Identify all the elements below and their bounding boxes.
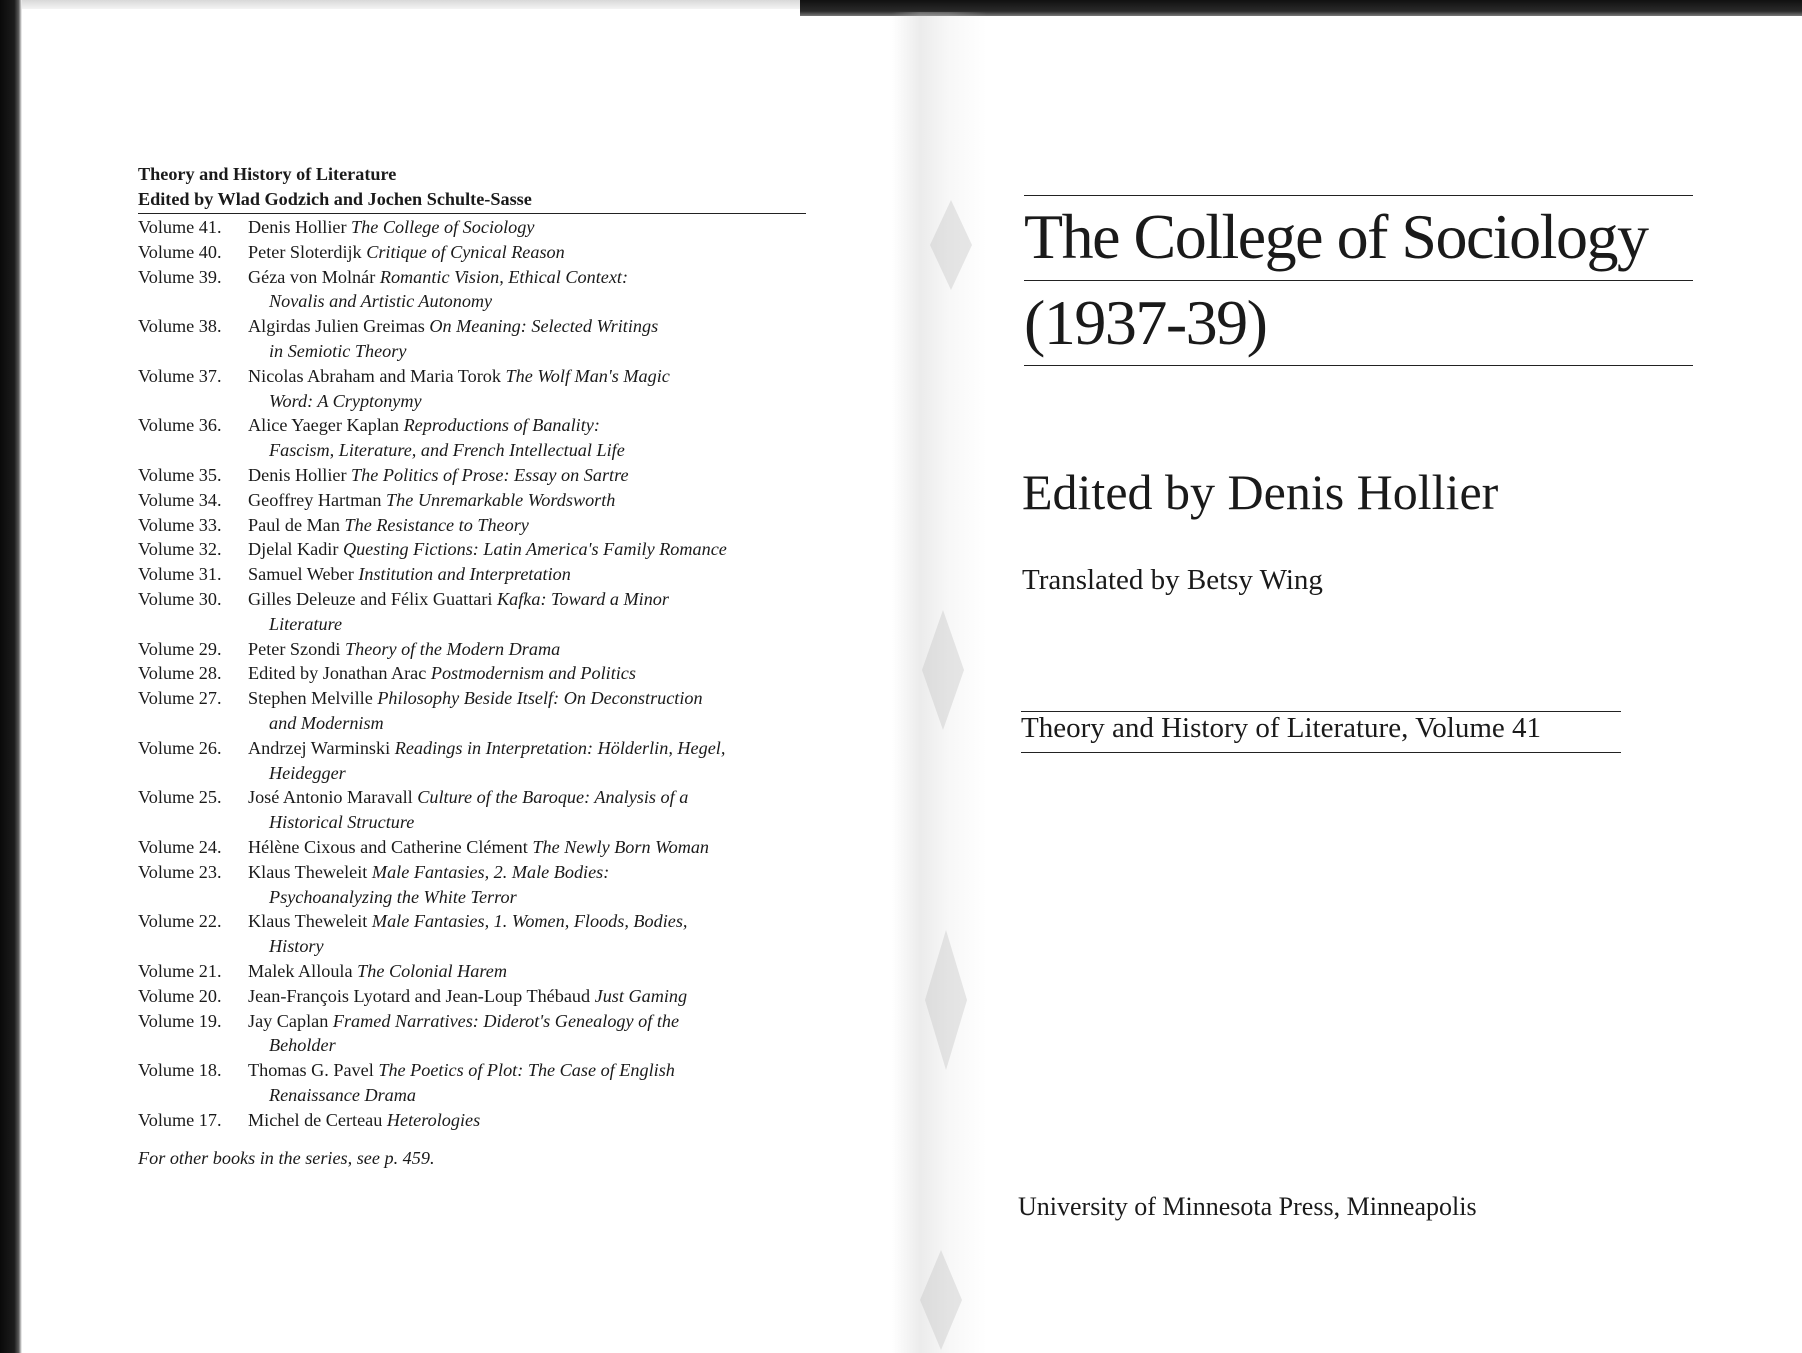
volume-title: The Poetics of Plot: The Case of English [378,1060,675,1081]
volume-description [248,959,808,984]
volume-author: Geoffrey Hartman [248,489,382,510]
volume-author: Edited by Jonathan Arac [248,663,427,684]
series-rule-bottom [1021,752,1621,753]
volume-description [248,488,808,513]
volume-description [248,686,808,736]
volume-description [248,215,808,240]
volume-description [248,1009,808,1059]
volume-entry [138,661,808,686]
volume-author: Nicolas Abraham and Maria Torok [248,365,501,386]
volume-description [248,835,808,860]
title-rule-top [1024,195,1693,196]
volume-description [248,314,808,364]
title-rule-bottom [1024,365,1693,366]
volume-description [248,785,808,835]
volume-number: Volume 34. [138,489,222,510]
volume-title: The College of Sociology [351,217,535,237]
volume-number: Volume 20. [138,985,222,1006]
volume-title-continuation: Novalis and Artistic Autonomy [269,291,493,312]
volume-title: Just Gaming [594,985,688,1006]
volume-number: Volume 27. [138,688,222,709]
volume-title: The Unremarkable Wordsworth [386,489,616,510]
volume-description [248,1108,808,1133]
volume-description [248,265,808,315]
volume-description [248,413,808,463]
book-years: (1937-39) [1024,287,1267,358]
volume-number: Volume 23. [138,861,222,882]
editor-credit: Edited by Denis Hollier [1022,464,1499,520]
volume-title-continuation: Literature [269,613,343,634]
volume-number: Volume 24. [138,836,222,857]
volume-author: Gilles Deleuze and Félix Guattari [248,588,493,609]
other-books-note: For other books in the series, see p. 459. [138,1148,435,1169]
volume-title-continuation: Word: A Cryptonymy [269,390,422,411]
volume-entry [138,736,808,786]
volume-author: Thomas G. Pavel [248,1060,374,1081]
volume-author: Algirdas Julien Greimas [248,316,425,337]
title-rule-middle [1024,280,1693,281]
volume-author: Jean-François Lyotard and Jean-Loup Thébaud [248,985,591,1006]
series-header [138,162,808,212]
volume-author: Samuel Weber [248,564,354,585]
volume-description [248,1058,808,1108]
volume-title-continuation: Psychoanalyzing the White Terror [269,886,517,907]
volume-title: The Wolf Man's Magic [505,365,670,386]
volume-entry [138,1058,808,1108]
scan-edge-left [0,0,22,1353]
volume-title: Philosophy Beside Itself: On Deconstruction [377,688,703,709]
volume-number: Volume 39. [138,266,222,287]
volume-list [138,215,808,1132]
volume-title-continuation: in Semiotic Theory [269,340,407,361]
volume-description [248,240,808,265]
volume-description [248,736,808,786]
volume-number: Volume 31. [138,564,222,585]
volume-description [248,364,808,414]
volume-number: Volume 28. [138,663,222,684]
volume-entry [138,215,808,240]
volume-number: Volume 38. [138,316,222,337]
volume-author: José Antonio Maravall [248,787,413,808]
volume-title: On Meaning: Selected Writings [429,316,659,337]
volume-title: The Politics of Prose: Essay on Sartre [351,464,629,485]
volume-entry [138,637,808,662]
volume-description [248,984,808,1009]
volume-number: Volume 36. [138,415,222,436]
series-list-page [138,162,808,1171]
volume-author: Alice Yaeger Kaplan [248,415,400,436]
volume-title: Romantic Vision, Ethical Context: [379,266,629,287]
volume-entry [138,686,808,736]
volume-title: Culture of the Baroque: Analysis of a [417,787,689,808]
publisher-imprint: University of Minnesota Press, Minneapolis [1018,1192,1477,1221]
volume-entry [138,513,808,538]
volume-title: Questing Fictions: Latin America's Family Romance [342,539,727,560]
volume-author: Djelal Kadir [248,539,339,560]
volume-entry [138,860,808,910]
volume-author: Michel de Certeau [248,1109,383,1130]
volume-entry [138,785,808,835]
series-editors: Edited by Wlad Godzich and Jochen Schulte-Sasse [138,189,532,209]
volume-number: Volume 22. [138,911,222,932]
volume-author: Klaus Theweleit [248,911,368,932]
volume-description [248,909,808,959]
volume-number: Volume 17. [138,1109,222,1130]
volume-description [248,513,808,538]
volume-entry [138,488,808,513]
volume-entry [138,314,808,364]
volume-title: Male Fantasies, 1. Women, Floods, Bodies, [371,911,688,932]
volume-author: Hélène Cixous and Catherine Clément [248,836,528,857]
volume-author: Paul de Man [248,514,340,535]
volume-title-continuation: History [269,936,324,957]
volume-entry [138,537,808,562]
series-title: Theory and History of Literature [138,164,397,184]
volume-title: Male Fantasies, 2. Male Bodies: [371,861,610,882]
series-divider [138,213,806,214]
volume-number: Volume 37. [138,365,222,386]
volume-author: Géza von Molnár [248,266,376,287]
volume-entry [138,364,808,414]
volume-author: Peter Szondi [248,638,341,659]
volume-number: Volume 41. [138,217,222,237]
volume-title-continuation: Historical Structure [269,812,415,833]
volume-number: Volume 33. [138,514,222,535]
volume-description [248,860,808,910]
volume-title: Framed Narratives: Diderot's Genealogy of the [332,1010,680,1031]
volume-number: Volume 35. [138,464,222,485]
volume-author: Peter Sloterdijk [248,241,362,262]
volume-entry [138,1009,808,1059]
volume-author: Jay Caplan [248,1010,329,1031]
scan-edge-top-left [0,0,800,9]
volume-number: Volume 25. [138,787,222,808]
volume-description [248,463,808,488]
volume-author: Denis Hollier [248,464,347,485]
volume-title: Critique of Cynical Reason [366,241,565,262]
volume-number: Volume 29. [138,638,222,659]
volume-title: Theory of the Modern Drama [345,638,561,659]
volume-title-continuation: Renaissance Drama [269,1084,416,1105]
volume-title: Readings in Interpretation: Hölderlin, Hegel, [394,737,726,758]
volume-description [248,562,808,587]
volume-number: Volume 32. [138,539,222,560]
volume-author: Andrzej Warminski [248,737,391,758]
volume-title-continuation: Beholder [269,1035,336,1056]
volume-title: Institution and Interpretation [358,564,571,585]
volume-number: Volume 18. [138,1060,222,1081]
volume-author: Malek Alloula [248,960,353,981]
volume-entry [138,413,808,463]
volume-number: Volume 21. [138,960,222,981]
volume-description [248,537,808,562]
translator-credit: Translated by Betsy Wing [1022,564,1323,596]
volume-entry [138,562,808,587]
volume-title: Kafka: Toward a Minor [497,588,669,609]
volume-number: Volume 26. [138,737,222,758]
volume-entry [138,1108,808,1133]
volume-author: Stephen Melville [248,688,373,709]
volume-entry [138,959,808,984]
volume-number: Volume 19. [138,1010,222,1031]
book-title: The College of Sociology [1024,201,1648,272]
volume-entry [138,240,808,265]
volume-author: Denis Hollier [248,217,347,237]
volume-entry [138,463,808,488]
volume-author: Klaus Theweleit [248,861,368,882]
series-volume-line: Theory and History of Literature, Volume 41 [1021,712,1542,744]
volume-number: Volume 30. [138,588,222,609]
volume-title: The Newly Born Woman [532,836,710,857]
volume-title: Reproductions of Banality: [403,415,600,436]
volume-description [248,661,808,686]
volume-entry [138,984,808,1009]
volume-title: The Colonial Harem [357,960,507,981]
volume-title-continuation: and Modernism [269,712,384,733]
volume-description [248,637,808,662]
volume-title-continuation: Fascism, Literature, and French Intellectual Life [269,440,625,461]
volume-title: Heterologies [386,1109,481,1130]
volume-entry [138,587,808,637]
volume-title: Postmodernism and Politics [430,663,636,684]
volume-entry [138,835,808,860]
volume-entry [138,265,808,315]
volume-entry [138,909,808,959]
volume-description [248,587,808,637]
volume-title: The Resistance to Theory [344,514,529,535]
volume-title-continuation: Heidegger [269,762,346,783]
volume-number: Volume 40. [138,241,222,262]
